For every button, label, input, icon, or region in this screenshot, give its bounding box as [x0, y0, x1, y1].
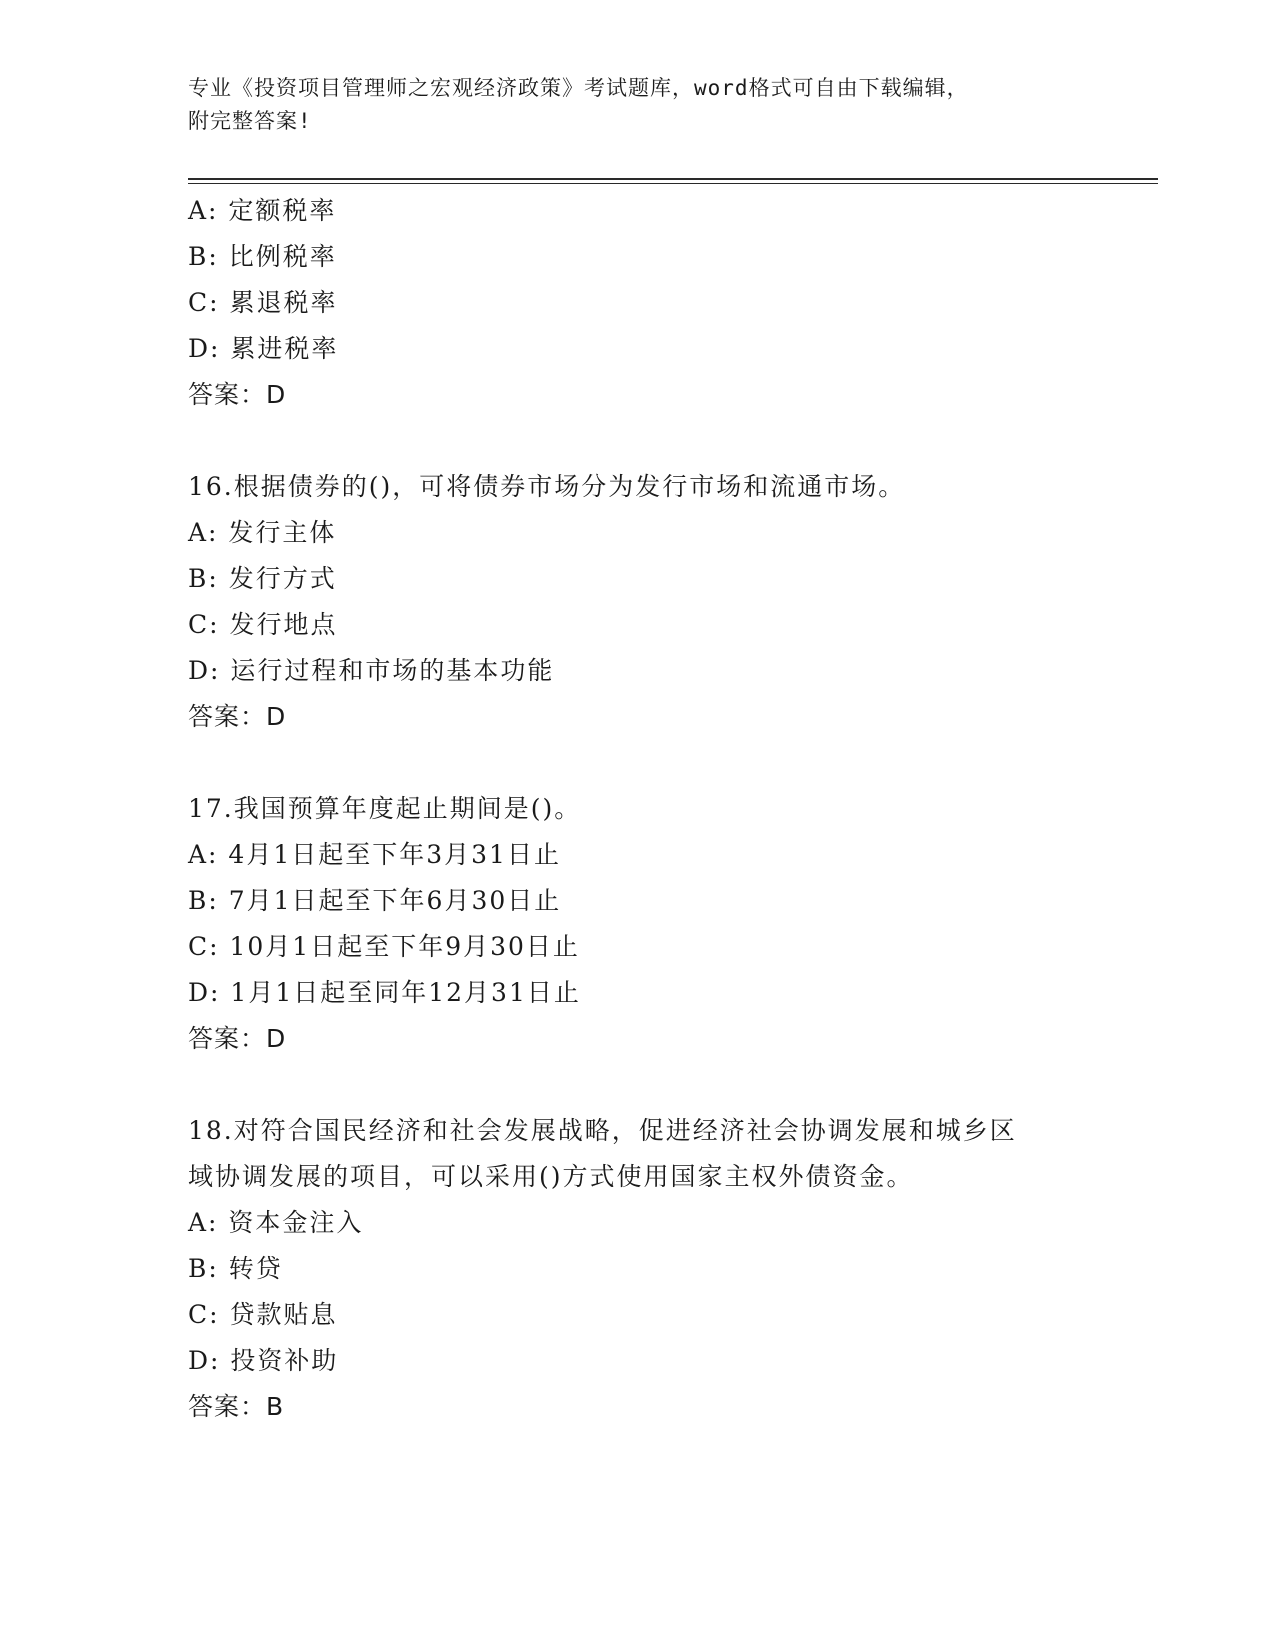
question-text: 17.我国预算年度起止期间是()。 [188, 794, 582, 823]
answer: 答案：D [188, 380, 287, 409]
question-text-line-2: 域协调发展的项目，可以采用()方式使用国家主权外债资金。 [188, 1162, 914, 1191]
header-line-1: 专业《投资项目管理师之宏观经济政策》考试题库，word格式可自由下载编辑， [188, 76, 969, 100]
option-b: B: 转贷 [188, 1254, 283, 1283]
option-c: C: 发行地点 [188, 610, 338, 639]
option-b: B: 7月1日起至下年6月30日止 [188, 886, 562, 915]
option-a: A: 发行主体 [188, 518, 337, 547]
option-c: C: 10月1日起至下年9月30日止 [188, 932, 580, 961]
document-header [188, 72, 1088, 138]
option-d: D: 投资补助 [188, 1346, 339, 1375]
question-16 [188, 464, 1088, 740]
answer: 答案：D [188, 1024, 287, 1053]
option-a: A: 资本金注入 [188, 1208, 364, 1237]
option-a: A: 4月1日起至下年3月31日止 [188, 840, 561, 869]
question-17 [188, 786, 1088, 1062]
option-d: D: 1月1日起至同年12月31日止 [188, 978, 581, 1007]
option-b: B: 发行方式 [188, 564, 337, 593]
header-rule-thick [188, 178, 1158, 180]
header-rule-thin [188, 183, 1158, 184]
header-line-2: 附完整答案! [188, 109, 312, 133]
answer: 答案：B [188, 1392, 285, 1421]
option-c: C: 累退税率 [188, 288, 338, 317]
option-c: C: 贷款贴息 [188, 1300, 338, 1329]
option-b: B: 比例税率 [188, 242, 337, 271]
answer: 答案：D [188, 702, 287, 731]
question-text-line-1: 18.对符合国民经济和社会发展战略，促进经济社会协调发展和城乡区 [188, 1116, 1017, 1145]
option-a: A: 定额税率 [188, 196, 337, 225]
option-d: D: 累进税率 [188, 334, 339, 363]
question-15-continued [188, 188, 1088, 418]
question-text: 16.根据债券的()，可将债券市场分为发行市场和流通市场。 [188, 472, 906, 501]
question-18 [188, 1108, 1088, 1430]
question-list [188, 188, 1088, 1430]
option-d: D: 运行过程和市场的基本功能 [188, 656, 555, 685]
